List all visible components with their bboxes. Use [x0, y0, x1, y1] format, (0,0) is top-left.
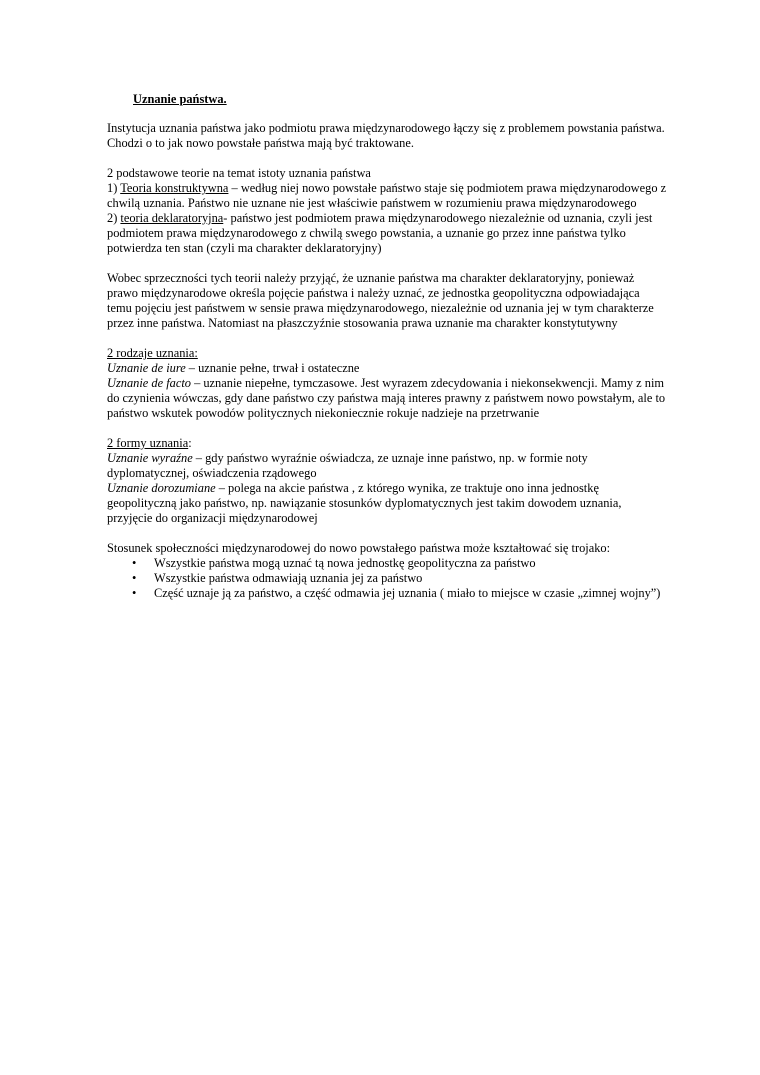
list-item [107, 571, 667, 586]
theory-1-prefix: 1) [107, 181, 121, 195]
theory-1-term: Teoria konstruktywna [120, 181, 229, 195]
attitude-list [107, 556, 667, 601]
theories-heading: 2 podstawowe teorie na temat istoty uznania państwa [107, 166, 371, 180]
bullet-icon: • [132, 556, 137, 570]
explicit-term: Uznanie wyraźne [107, 451, 193, 465]
list-item-text: Wszystkie państwa mogą uznać tą nowa jednostkę geopolityczna za państwo [154, 556, 536, 570]
types-heading [107, 346, 667, 361]
forms-heading [107, 436, 667, 451]
bullet-icon: • [132, 586, 137, 600]
implied-text: – polega na akcie państwa , z którego wynika, ze traktuje ono inna jednostkę geopolityczną jako państwo, np. nawiązanie stosunków dyplomatycznych jest takim dowodem uznania, przyjęcie do organizacji międzynarodowej [107, 481, 622, 525]
conclusion-paragraph: Wobec sprzeczności tych teorii należy przyjąć, że uznanie państwa ma charakter deklaratoryjny, ponieważ prawo międzynarodowe określa pojęcie państwa i należy uznać, ze jednostka geopolityczna odpowiadająca temu pojęciu jest państwem w sensie prawa międzynarodowego, niezależnie od uznania jej w tym charakterze przez inne państwa. Natomiast na płaszczyźnie stosowania prawa uznanie ma charakter konstytutywny [107, 271, 654, 330]
theory-2-text: - państwo jest podmiotem prawa międzynarodowego niezależnie od uznania, czyli jest podmiotem prawa międzynarodowego z chwilą swego powstania, a uznanie go przez inne państwa tylko potwierdza ten stan (czyli ma charakter deklaratoryjny) [107, 211, 653, 255]
de-iure-text: – uznanie pełne, trwał i ostateczne [185, 361, 360, 375]
form-explicit [107, 451, 667, 481]
types-heading-text: 2 rodzaje uznania: [107, 346, 198, 360]
theory-2-term: teoria deklaratoryjna [120, 211, 224, 225]
de-facto-text: – uznanie niepełne, tymczasowe. Jest wyrazem zdecydowania i niekonsekwencji. Mamy z nim do czynienia wówczas, gdy dane państwo czy państwa mają interes prawny z państwem nowo powstałym, ale to państwo wskutek powodów politycznych niekoniecznie rokuje nadzieje na przetrwanie [107, 376, 666, 420]
de-iure-term: Uznanie de iure [107, 361, 186, 375]
list-item-text: Część uznaje ją za państwo, a część odmawia jej uznania ( miało to miejsce w czasie „zimnej wojny”) [154, 586, 661, 600]
document-content [107, 92, 667, 601]
theory-constructive [107, 181, 667, 211]
type-de-facto [107, 376, 667, 421]
theory-2-prefix: 2) [107, 211, 121, 225]
forms-heading-text: 2 formy uznania [107, 436, 189, 450]
bullet-icon: • [132, 571, 137, 585]
attitude-intro: Stosunek społeczności międzynarodowej do nowo powstałego państwa może kształtować się trojako: [107, 541, 611, 555]
forms-heading-colon: : [188, 436, 192, 450]
list-item [107, 556, 667, 571]
list-item-text: Wszystkie państwa odmawiają uznania jej za państwo [154, 571, 423, 585]
explicit-text: – gdy państwo wyraźnie oświadcza, ze uznaje inne państwo, np. w formie noty dyplomatycznej, oświadczenia rządowego [107, 451, 588, 480]
intro-paragraph: Instytucja uznania państwa jako podmiotu prawa międzynarodowego łączy się z problemem powstania państwa. Chodzi o to jak nowo powstałe państwa mają być traktowane. [107, 121, 665, 150]
form-implied [107, 481, 667, 526]
theory-1-text: – według niej nowo powstałe państwo staje się podmiotem prawa międzynarodowego z chwilą uznania. Państwo nie uznane nie jest właściwie państwem w rozumieniu prawa międzynarodowego [107, 181, 667, 210]
list-item [107, 586, 667, 601]
de-facto-term: Uznanie de facto [107, 376, 191, 390]
theory-declaratory [107, 211, 667, 256]
document-title: Uznanie państwa. [133, 92, 227, 106]
type-de-iure [107, 361, 667, 376]
implied-term: Uznanie dorozumiane [107, 481, 216, 495]
